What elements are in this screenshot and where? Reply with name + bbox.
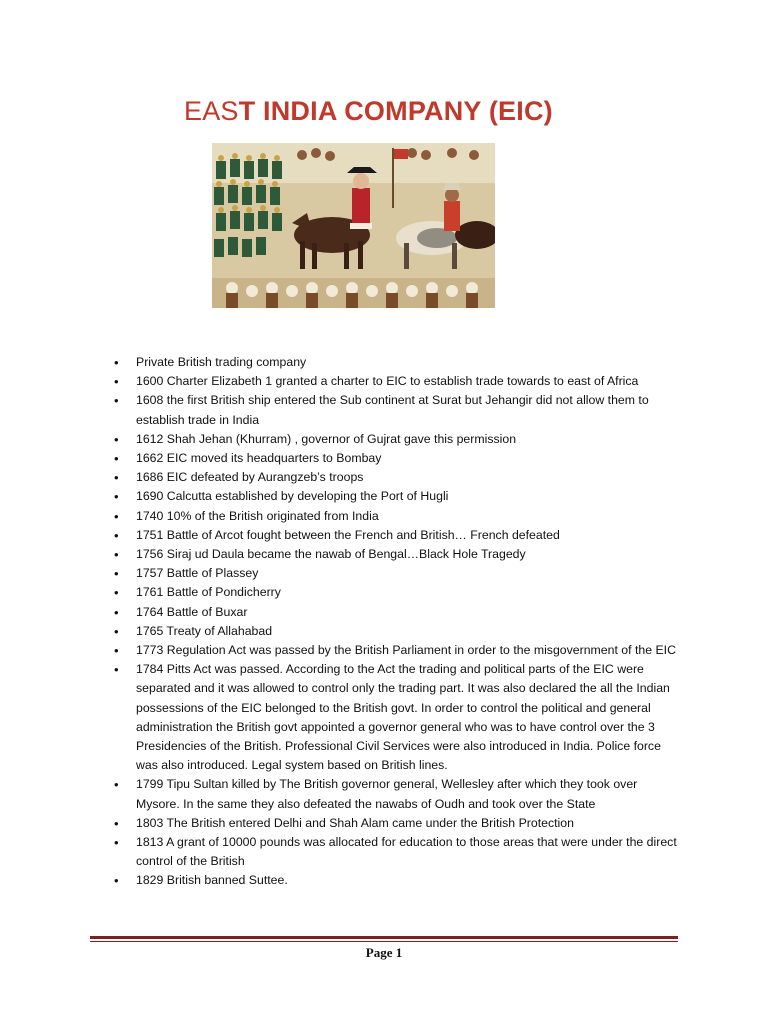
title-part-1: EAS: [184, 96, 239, 126]
page-title: [184, 96, 553, 127]
list-item: • 1756 Siraj ud Daula became the nawab of Bengal…Black Hole Tragedy: [114, 545, 679, 564]
list-item: • 1784 Pitts Act was passed. According to the Act the trading and political parts of the EIC were separated and it was allowed to control only the trading part. It was also declared the all the Indian possessions of the EIC belonged to the British govt. In order to control the political and general administration the British govt appointed a governor general who was to have control over the 3 Presidencies of the British. Professional Civil Services were also introduced in India. Police force was also introduced. Legal system based on British lines.: [114, 660, 679, 775]
list-item: • 1740 10% of the British originated from India: [114, 507, 679, 526]
list-item: • 1600 Charter Elizabeth 1 granted a charter to EIC to establish trade towards to east of Africa: [114, 372, 679, 391]
list-item: • 1799 Tipu Sultan killed by The British governor general, Wellesley after which they took over Mysore. In the same they also defeated the nawabs of Oudh and took over the State: [114, 775, 679, 813]
list-item: • 1803 The British entered Delhi and Shah Alam came under the British Protection: [114, 814, 679, 833]
list-item: • 1612 Shah Jehan (Khurram) , governor of Gujrat gave this permission: [114, 430, 679, 449]
timeline-list: [114, 353, 679, 891]
list-item: • 1608 the first British ship entered the Sub continent at Surat but Jehangir did not allow them to establish trade in India: [114, 391, 679, 429]
list-item: • 1829 British banned Suttee.: [114, 871, 679, 890]
page-number: Page 1: [365, 945, 403, 960]
list-item: • 1757 Battle of Plassey: [114, 564, 679, 583]
east-india-company-painting: [212, 143, 495, 308]
list-item: • 1765 Treaty of Allahabad: [114, 622, 679, 641]
list-item: • Private British trading company: [114, 353, 679, 372]
list-item: • 1764 Battle of Buxar: [114, 603, 679, 622]
list-item: • 1662 EIC moved its headquarters to Bombay: [114, 449, 679, 468]
list-item: • 1751 Battle of Arcot fought between the French and British… French defeated: [114, 526, 679, 545]
list-item: • 1690 Calcutta established by developing the Port of Hugli: [114, 487, 679, 506]
list-item: • 1813 A grant of 10000 pounds was allocated for education to those areas that were under the direct control of the British: [114, 833, 679, 871]
footer-divider-thin: [90, 941, 678, 942]
list-item: • 1686 EIC defeated by Aurangzeb’s troops: [114, 468, 679, 487]
list-item: • 1773 Regulation Act was passed by the British Parliament in order to the misgovernment of the EIC: [114, 641, 679, 660]
list-item: • 1761 Battle of Pondicherry: [114, 583, 679, 602]
footer-divider-thick: [90, 936, 678, 939]
title-part-2: T INDIA COMPANY (EIC): [238, 96, 553, 126]
